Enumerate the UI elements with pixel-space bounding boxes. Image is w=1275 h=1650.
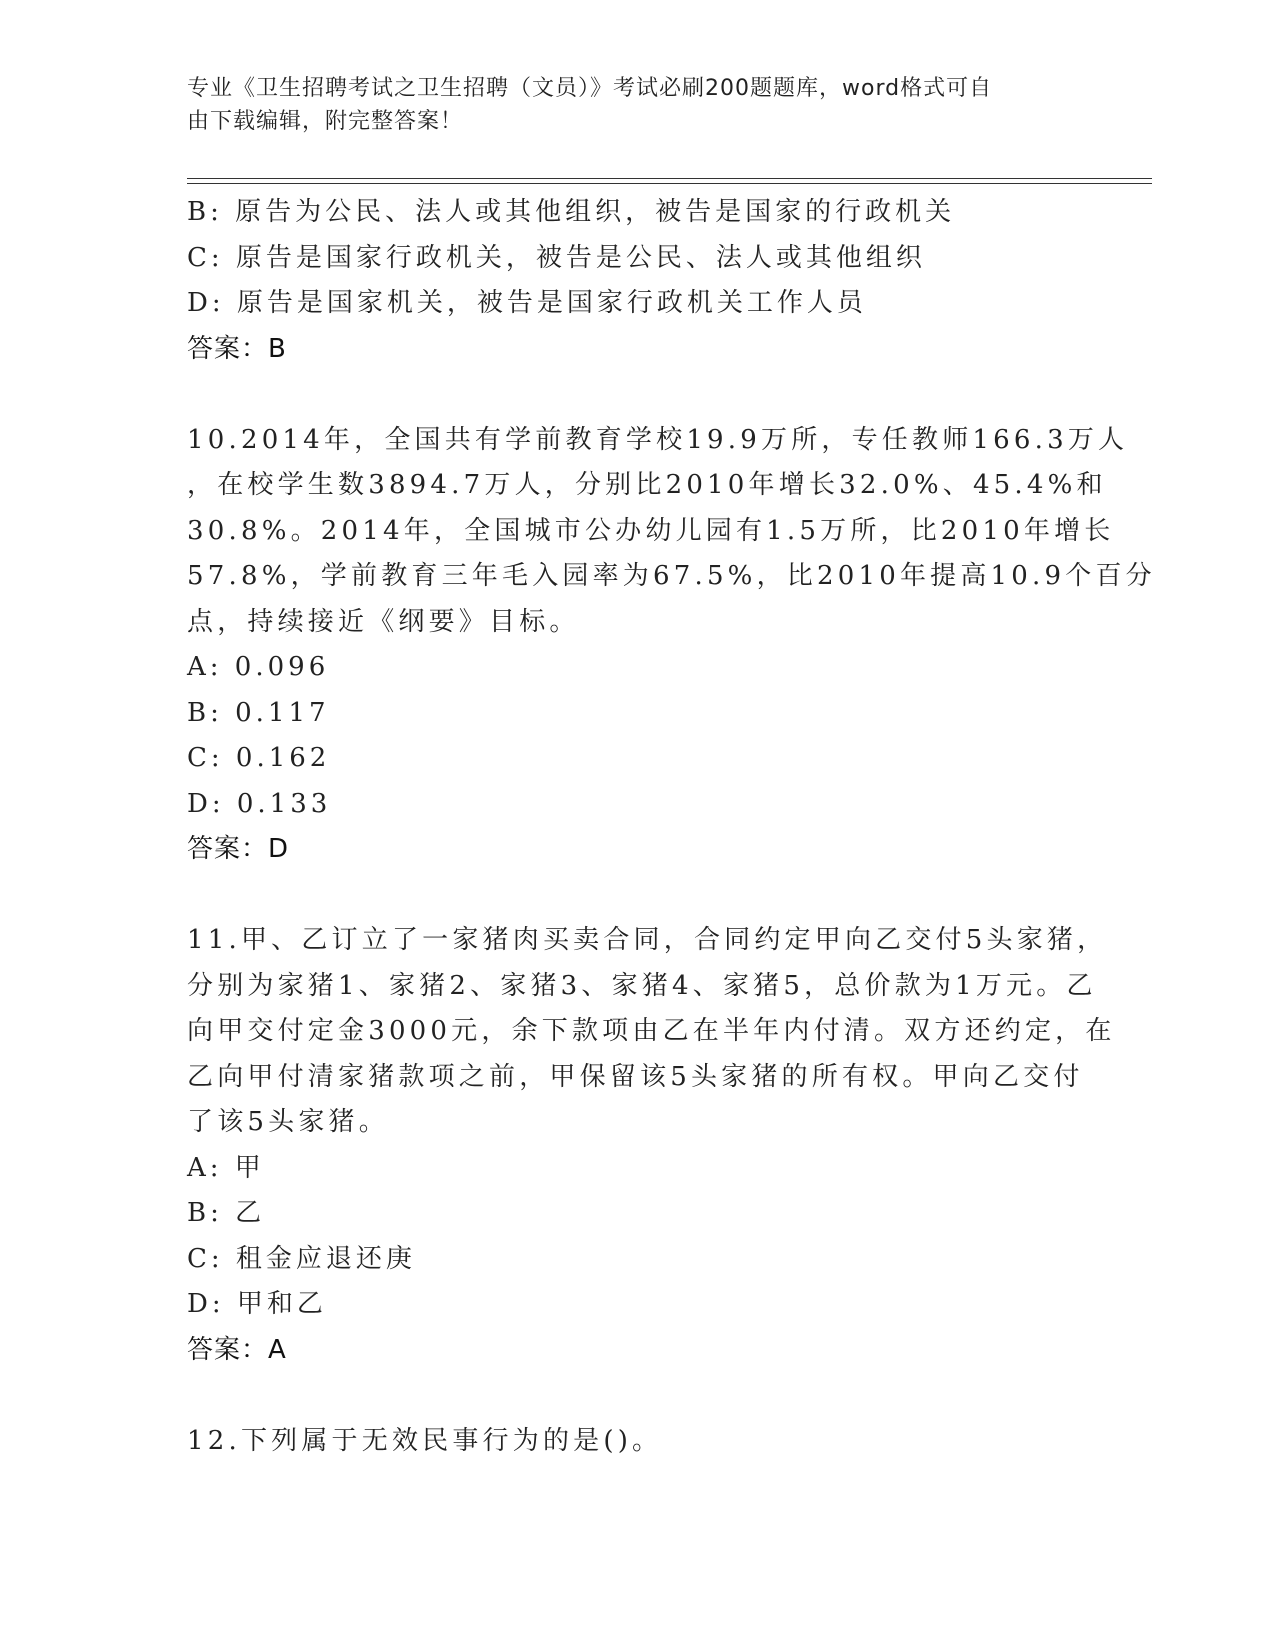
spacer <box>187 873 1087 919</box>
option-c: C: 0.162 <box>187 743 331 773</box>
stem-line: 12.下列属于无效民事行为的是()。 <box>187 1425 663 1456</box>
option-d: D: 原告是国家机关，被告是国家行政机关工作人员 <box>187 288 867 318</box>
question-9-tail <box>187 190 1087 372</box>
option-b: B: 原告为公民、法人或其他组织，被告是国家的行政机关 <box>187 197 956 227</box>
stem-line: 57.8%，学前教育三年毛入园率为67.5%，比2010年提高10.9个百分 <box>187 561 1156 591</box>
answer-label: 答案：D <box>187 834 290 864</box>
stem-line: ，在校学生数3894.7万人，分别比2010年增长32.0%、45.4%和 <box>187 470 1107 500</box>
header-line-2: 由下载编辑，附完整答案！ <box>187 109 464 134</box>
answer-label: 答案：B <box>187 333 287 364</box>
option-c: C: 原告是国家行政机关，被告是公民、法人或其他组织 <box>187 242 926 273</box>
question-stem <box>187 1419 1087 1465</box>
header-rule-bottom <box>187 183 1152 184</box>
spacer <box>187 372 1087 418</box>
stem-line: 点，持续接近《纲要》目标。 <box>187 606 580 637</box>
document-header <box>187 72 1067 138</box>
question-content <box>187 190 1156 1464</box>
stem-line: 分别为家猪1、家猪2、家猪3、家猪4、家猪5，总价款为1万元。乙 <box>187 970 1097 1001</box>
stem-line: 11.甲、乙订立了一家猪肉买卖合同，合同约定甲向乙交付5头家猪， <box>187 925 1108 955</box>
header-rule-top <box>187 178 1152 179</box>
option-a: A: 甲 <box>187 1152 265 1183</box>
header-line-1: 专业《卫生招聘考试之卫生招聘（文员）》考试必刷200题题库，word格式可自 <box>187 76 993 101</box>
option-d: D: 0.133 <box>187 788 332 819</box>
stem-line: 向甲交付定金3000元，余下款项由乙在半年内付清。双方还约定，在 <box>187 1016 1116 1046</box>
option-c: C: 租金应退还庚 <box>187 1243 416 1274</box>
question-11 <box>187 918 1116 1373</box>
stem-line: 30.8%。2014年，全国城市公办幼儿园有1.5万所，比2010年增长 <box>187 515 1115 546</box>
option-a: A: 0.096 <box>187 652 330 682</box>
stem-line: 了该5头家猪。 <box>187 1107 389 1137</box>
option-b: B: 乙 <box>187 1198 266 1228</box>
stem-line: 10.2014年，全国共有学前教育学校19.9万所，专任教师166.3万人 <box>187 424 1129 455</box>
question-12 <box>187 1419 1087 1465</box>
spacer <box>187 1373 1087 1419</box>
question-10 <box>187 418 1156 873</box>
answer-label: 答案：A <box>187 1334 287 1365</box>
question-stem <box>187 918 1116 1146</box>
question-stem <box>187 418 1156 646</box>
option-b: B: 0.117 <box>187 697 330 728</box>
option-d: D: 甲和乙 <box>187 1289 327 1319</box>
stem-line: 乙向甲付清家猪款项之前，甲保留该5头家猪的所有权。甲向乙交付 <box>187 1061 1084 1092</box>
